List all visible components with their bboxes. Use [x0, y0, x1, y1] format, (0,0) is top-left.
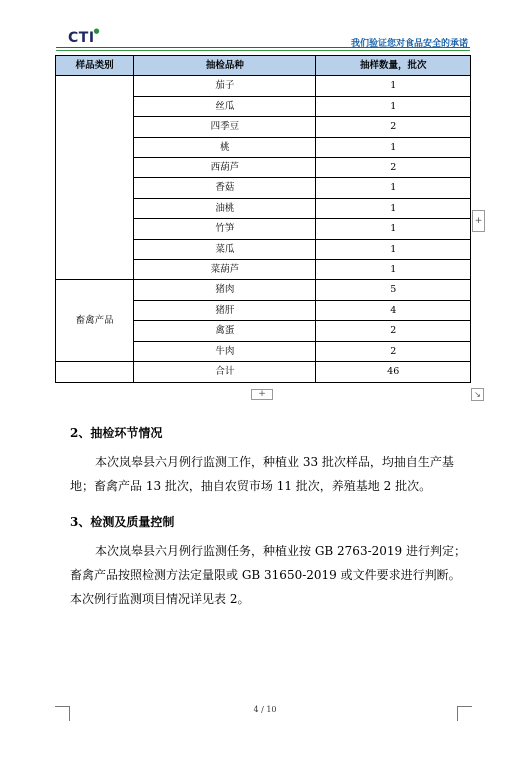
- item-cell: 猪肉: [134, 280, 316, 300]
- item-cell: 禽蛋: [134, 321, 316, 341]
- count-cell: 1: [316, 219, 471, 239]
- item-cell: 西葫芦: [134, 158, 316, 178]
- header-divider-secondary: [56, 50, 470, 51]
- total-value: 46: [316, 362, 471, 382]
- count-cell: 2: [316, 321, 471, 341]
- item-cell: 丝瓜: [134, 96, 316, 116]
- item-cell: 菜瓜: [134, 239, 316, 259]
- count-cell: 1: [316, 239, 471, 259]
- header-category: 样品类别: [56, 56, 134, 76]
- item-cell: 牛肉: [134, 341, 316, 361]
- add-row-handle[interactable]: +: [251, 389, 273, 400]
- category-cell-group1: [56, 76, 134, 280]
- header-slogan: 我们验证您对食品安全的承诺: [350, 39, 468, 49]
- count-cell: 1: [316, 198, 471, 218]
- header-item: 抽检品种: [134, 56, 316, 76]
- count-cell: 2: [316, 117, 471, 137]
- item-cell: 油桃: [134, 198, 316, 218]
- count-cell: 5: [316, 280, 471, 300]
- item-cell: 竹笋: [134, 219, 316, 239]
- total-empty-cell: [56, 362, 134, 382]
- count-cell: 1: [316, 137, 471, 157]
- item-cell: 桃: [134, 137, 316, 157]
- count-cell: 2: [316, 158, 471, 178]
- table-row: [56, 76, 471, 96]
- total-label: 合计: [134, 362, 316, 382]
- item-cell: 茄子: [134, 76, 316, 96]
- item-cell: 猪肝: [134, 300, 316, 320]
- table-row: [56, 280, 471, 300]
- category-cell-group2: 畜禽产品: [56, 280, 134, 362]
- item-cell: 菜葫芦: [134, 260, 316, 280]
- table-resize-handle[interactable]: ↘: [471, 388, 484, 401]
- page-number: 4 / 10: [253, 705, 277, 714]
- cti-logo: CTI●: [68, 27, 101, 46]
- count-cell: 1: [316, 178, 471, 198]
- count-cell: 2: [316, 341, 471, 361]
- table-header-row: [56, 56, 471, 76]
- section-2-paragraph: 本次岚皋县六月例行监测工作，种植业 33 批次样品，均抽自生产基地；畜禽产品 13 批次，抽自农贸市场 11 批次，养殖基地 2 批次。: [70, 455, 454, 493]
- item-cell: 香菇: [134, 178, 316, 198]
- count-cell: 1: [316, 260, 471, 280]
- section-3-heading: 3、检测及质量控制: [70, 515, 175, 529]
- count-cell: 1: [316, 96, 471, 116]
- header-divider: [56, 47, 470, 48]
- count-cell: 4: [316, 300, 471, 320]
- count-cell: 1: [316, 76, 471, 96]
- sampling-table: [55, 55, 471, 383]
- section-3-paragraph: 本次岚皋县六月例行监测任务，种植业按 GB 2763-2019 进行判定；畜禽产品按照检测方法定量限或 GB 31650-2019 或文件要求进行判断。本次例行监测项目情况详见表 2。: [70, 544, 466, 606]
- header-count: 抽样数量，批次: [316, 56, 471, 76]
- table-total-row: [56, 362, 471, 382]
- item-cell: 四季豆: [134, 117, 316, 137]
- section-2-heading: 2、抽检环节情况: [70, 426, 163, 440]
- add-column-handle[interactable]: +: [472, 210, 485, 232]
